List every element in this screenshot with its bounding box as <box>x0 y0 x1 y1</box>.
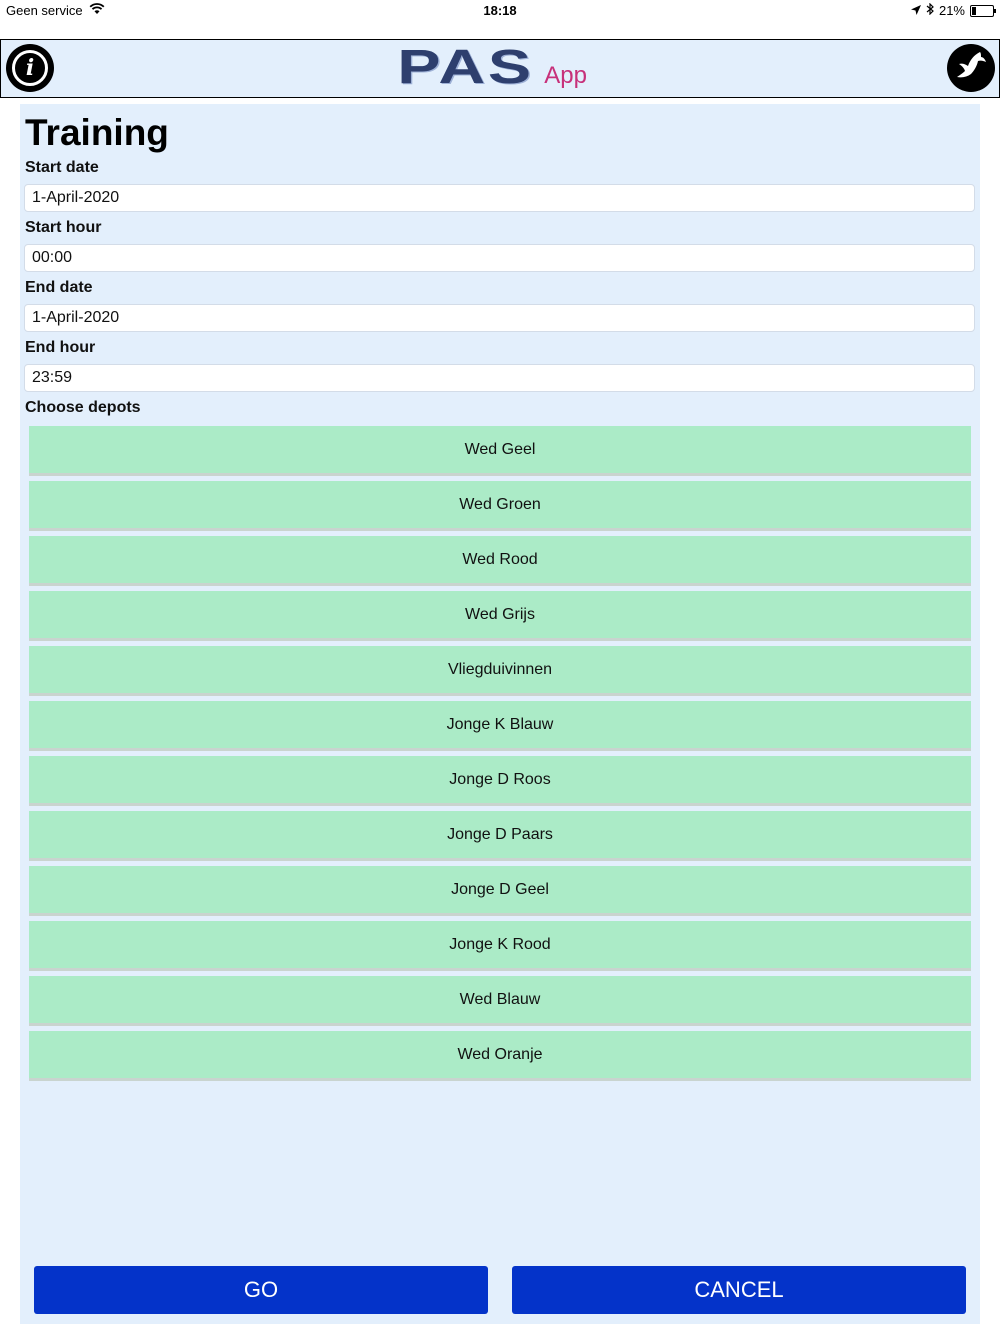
end-date-label: End date <box>25 279 93 296</box>
battery-percent: 21% <box>938 3 965 18</box>
end-hour-label: End hour <box>25 339 96 356</box>
info-icon: i <box>12 50 48 86</box>
app-header <box>0 39 1000 98</box>
training-panel <box>20 104 980 1324</box>
logo-pas: PAS <box>397 41 534 94</box>
start-date-input[interactable] <box>24 184 975 212</box>
battery-fill <box>972 7 976 15</box>
depot-button[interactable]: Vliegduivinnen <box>29 646 971 696</box>
start-date-label: Start date <box>25 159 99 176</box>
page-title: Training <box>25 112 169 153</box>
cancel-button[interactable]: CANCEL <box>512 1266 966 1314</box>
depot-button[interactable]: Wed Groen <box>29 481 971 531</box>
choose-depots-label: Choose depots <box>25 399 141 416</box>
depot-button[interactable]: Wed Oranje <box>29 1031 971 1081</box>
depot-button[interactable]: Jonge D Geel <box>29 866 971 916</box>
battery-icon <box>970 5 994 17</box>
clock: 18:18 <box>483 3 517 18</box>
depot-button[interactable]: Jonge K Rood <box>29 921 971 971</box>
bird-icon <box>954 49 988 88</box>
status-right <box>911 3 994 18</box>
app-logo <box>1 41 1000 94</box>
depot-button[interactable]: Wed Geel <box>29 426 971 476</box>
depot-button[interactable]: Wed Grijs <box>29 591 971 641</box>
depot-button[interactable]: Wed Blauw <box>29 976 971 1026</box>
end-hour-input[interactable] <box>24 364 975 392</box>
depot-button[interactable]: Jonge D Paars <box>29 811 971 861</box>
depot-button[interactable]: Wed Rood <box>29 536 971 586</box>
end-date-input[interactable] <box>24 304 975 332</box>
start-hour-label: Start hour <box>25 219 102 236</box>
location-arrow-icon <box>911 3 921 18</box>
depot-button[interactable]: Jonge K Blauw <box>29 701 971 751</box>
depot-list <box>29 426 971 1086</box>
start-hour-input[interactable] <box>24 244 975 272</box>
carrier-label: Geen service <box>6 3 83 18</box>
go-button[interactable]: GO <box>34 1266 488 1314</box>
bird-button[interactable] <box>947 44 995 92</box>
status-bar <box>0 0 1000 22</box>
bluetooth-icon <box>926 3 934 18</box>
logo-app: App <box>544 62 587 89</box>
depot-button[interactable]: Jonge D Roos <box>29 756 971 806</box>
